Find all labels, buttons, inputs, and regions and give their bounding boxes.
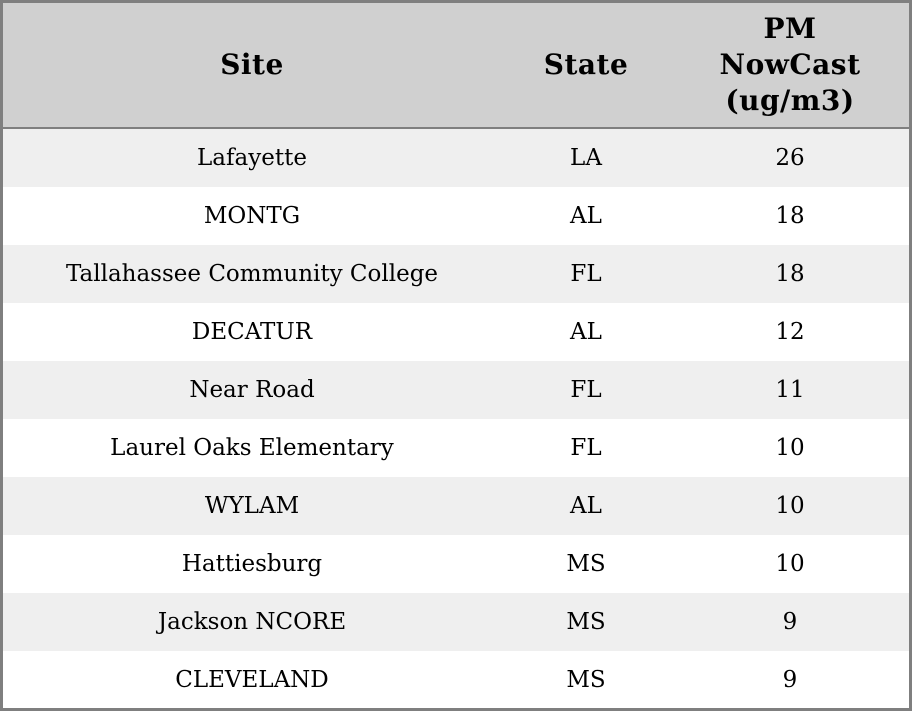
site-cell: Laurel Oaks Elementary [110, 435, 394, 461]
pm-cell: 18 [775, 203, 805, 229]
table-row [3, 128, 909, 187]
table-row [3, 303, 909, 361]
header-row [3, 3, 909, 128]
pm-cell: 9 [782, 609, 798, 635]
column-header-state: State [501, 3, 671, 128]
site-cell: WYLAM [204, 493, 300, 519]
pm-cell: 10 [775, 435, 805, 461]
table-row [3, 593, 909, 651]
pm-cell: 10 [775, 551, 805, 577]
site-cell: Hattiesburg [181, 551, 323, 577]
state-cell: AL [570, 493, 602, 519]
table-row [3, 477, 909, 535]
state-cell: FL [570, 377, 602, 403]
table-row [3, 535, 909, 593]
table-body [3, 128, 909, 709]
state-cell: MS [566, 551, 606, 577]
state-cell: AL [570, 203, 602, 229]
column-header-site: Site [3, 3, 501, 128]
column-header-pm-nowcast [671, 3, 909, 128]
site-cell: Tallahassee Community College [65, 261, 439, 287]
state-cell: FL [570, 435, 602, 461]
table-header [3, 3, 909, 128]
table-row [3, 651, 909, 709]
pm-nowcast-table [3, 3, 909, 709]
pm-cell: 9 [782, 667, 798, 693]
site-cell: Lafayette [197, 145, 307, 171]
state-cell: MS [566, 609, 606, 635]
site-cell: DECATUR [191, 319, 313, 345]
pm-cell: 12 [775, 319, 805, 345]
pm-cell: 18 [775, 261, 805, 287]
site-cell: Near Road [189, 377, 315, 403]
site-cell: CLEVELAND [175, 667, 329, 693]
pm-cell: 11 [775, 377, 805, 403]
table-row [3, 419, 909, 477]
table-row [3, 187, 909, 245]
pm-cell: 26 [775, 145, 805, 171]
state-cell: AL [570, 319, 602, 345]
state-cell: LA [570, 145, 602, 171]
site-cell: Jackson NCORE [157, 609, 347, 635]
table-row [3, 361, 909, 419]
state-cell: MS [566, 667, 606, 693]
site-cell: MONTG [203, 203, 301, 229]
pm-cell: 10 [775, 493, 805, 519]
state-cell: FL [570, 261, 602, 287]
table-row [3, 245, 909, 303]
column-header-pm-nowcast-label: PM NowCast (ug/m3) [719, 12, 861, 117]
